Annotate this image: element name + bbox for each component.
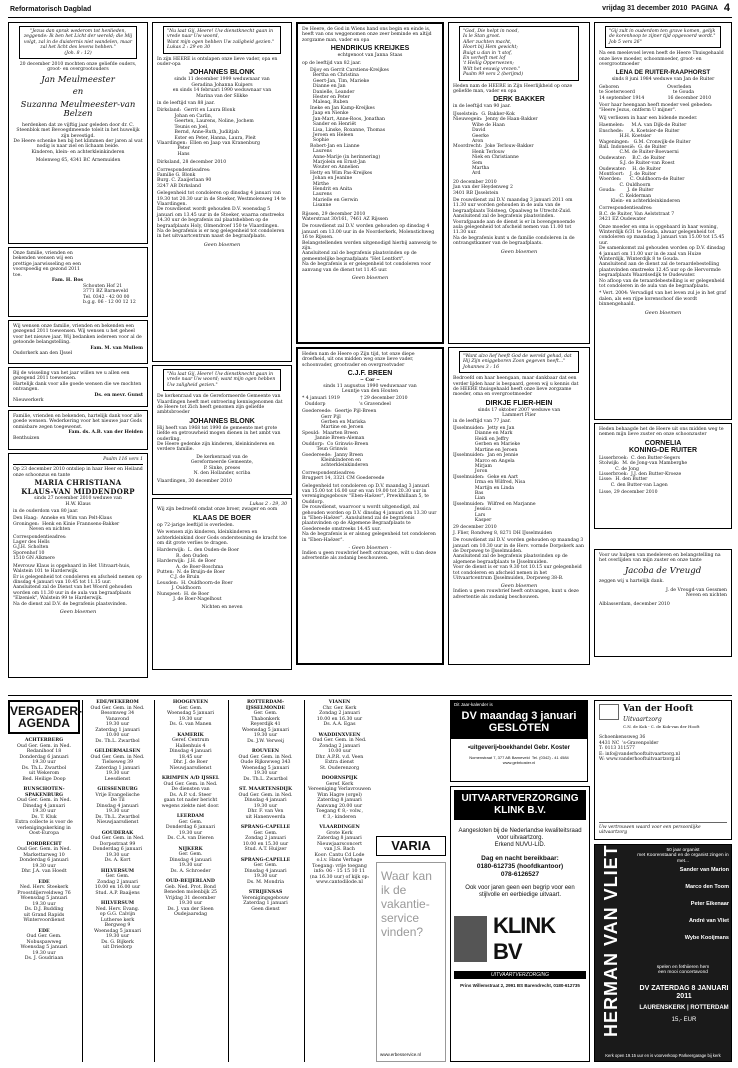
agenda-entry <box>8 787 80 837</box>
family-list: Harderwijk: L. den Ouden-de Boer R. den Ouden Harderwijk: J.H. de Boer A. de Boer-Boschma Putten: N. de Bruijn-de Boer C.J. de Bruin Leusden: H. Ouldhoorn-de Boer J. Ouldhoorn Nunspeet: H. de Boer J. de Boer-Nagelhout <box>157 548 239 603</box>
place-date: 29 december 2010 J. Flier, Rondweg 8, 8271 DH IJsselmuiden <box>453 525 553 536</box>
concert-extra: spelen en fethiieren hem een mooi concertavond <box>656 965 710 976</box>
place-date: Lisse, 29 december 2010 <box>599 490 658 496</box>
meeting-agenda-col4 <box>228 700 302 1062</box>
agenda-place: HOOGEVEEN <box>172 700 209 705</box>
concert-guest: Peter Eikenaar <box>690 901 729 907</box>
agenda-place: DOORNSPIJK <box>321 776 358 781</box>
birth-death-dates: * 4 januari 1919 † 29 december 2010 Ouddorp 's Gravendeel <box>302 396 408 407</box>
klink-logo-subtitle: UITVAARTVERZORGING <box>454 971 586 979</box>
agenda-place: HILVERSUM <box>100 901 135 906</box>
agenda-place: DORDRECHT <box>26 841 62 847</box>
announcement-intro: Op 23 december 2010 ontsliep in haar Heer en Heiland onze schoonzus en tante <box>13 467 145 478</box>
deceased-name: HENDRIKUS KREIJKES <box>330 45 410 53</box>
deceased-name: DIRKJE FLIER-HEIN <box>485 399 553 407</box>
deceased-subtitle: sinds 11 augustus 1990 weduwnaar van Leuntje van den Houten <box>323 383 417 395</box>
agenda-place: ROTTERDAM-IJSSELMONDE <box>245 700 286 711</box>
agenda-entry <box>157 814 224 842</box>
greeting-text: Bij de wisseling van het jaar willen we u allen een gezegend 2011 toewensen. Hartelijk dank voor alle goede wensen die we mochten ontvangen. <box>13 371 142 393</box>
agenda-details: Ger. Gem. Zondag 2 januari 10.00 en 15.30 uur Stud. A.T. Huijzer <box>242 830 289 852</box>
deceased-name: MARIA CHRISTIANA KLAUS-VAN MIDDENDORP <box>21 478 135 497</box>
agenda-place: KAMERIK <box>177 732 204 738</box>
family-list: Dijoy en Gerrit Carstiens-Kreijkes Bertha en Christina Geert-Jan, Tim, Marieke Dianne en Jan Danielle, Leander Hester en Peter Maleaq, Ruben Ineke en Jan Kamp-Kreijkes Jaap en Nienke Jan-Mart, Anne-Roos, Jonathan Sander en Henriët Lisa, Linske, Roxanne, Thomas Jeroen en Heleen Sophie Robert-Jan en Lianne Laurens Anne-Marije (in herinnering) Marjolein en Ernst-Jan Wouter en Annelien Hetty en Wim Pas-Kreijkes Johan en Jeanine Mirthe Hendrit en Anita Laurens Marielle en Gerwin Lisanne <box>310 68 389 209</box>
ad-mullem <box>8 320 148 364</box>
deceased-subtitle: sinds 8 juni 1984 weduwe van Jan de Ruiter <box>611 77 715 83</box>
ad-meulmeester <box>8 22 148 244</box>
agenda-details: Oud Ger. Gem. Nobuspawweg Woensdag 5 januari 19.30 uur Ds. J. Goudriaan <box>20 934 68 961</box>
agenda-details: Oud Ger. Gem. in Ned. Besomweg 34 Vanavond 19.30 uur Zaterdag 1 januari 10.00 uur Ds. Th.L. Zwartbol <box>90 705 145 744</box>
deceased-subtitle: sinds 11 december 1999 weduwnaar van Geradina Johanna Kuipers en sinds 14 februari 1990 weduwnaar van Marina van der Slikke <box>172 77 272 99</box>
funeral-details: Gelegenheid tot condoleren op D.V. maandag 3 januari van 15.00 tot 16.00 uur en van 19.00 tot 20.30 uur in verenigingsgebouw "Eben-Haëzer", Prewkhillaan 5, te Ouddorp. De rouwdienst, waarvoor u wordt uitgenodigd, zal gehouden worden op D.V. dinsdag 4 januari om 13.30 uur in "Eben-Haëzer". Aansluitend zal de begrafenis plaatsvinden op de Algemene Begraafplaats te Goedereede omstreeks 14.45 uur. Na de begrafenis is er alsnog gelegenheid tot condoleren in "Eben-Haëzer". <box>302 483 437 543</box>
agenda-entry <box>85 700 150 744</box>
deceased-name: DERK BAKKER <box>493 96 545 104</box>
family-list: Den Haag: Anneke en Wim van Pelt-Klaus Groningen: Henk en Kinie Frannsens-Bakker Neven en nichten <box>13 516 120 533</box>
agenda-entry <box>157 776 224 809</box>
klink-phone: Dag en nacht bereikbaar: 0180-612735 (hoofdkantoor) 078-6126527 <box>476 855 564 878</box>
agenda-entry <box>8 880 80 924</box>
agenda-details: Ger. Gem. Woensdag 5 januari 19.30 uur Ds. G. van Manen <box>166 705 215 727</box>
meeting-agenda-col3 <box>154 700 226 1062</box>
koster-top-label: Dit Jaar-kalender is <box>451 701 587 708</box>
organist-name: HERMAN VAN VLIET <box>601 844 621 1037</box>
signature: J. de Vreugd-van Gessmen Neven en nichten <box>665 587 727 599</box>
agenda-details: Verenigingsgebouw Zaterdag 1 januari Geen dienst <box>242 895 289 912</box>
greeting-text: Onze familie, vrienden en bekenden wensen wij een prettige jaarwisseling en een voorspoedig en gezond 2011 toe. <box>13 251 83 278</box>
ad-kerkenraad <box>152 365 292 495</box>
column-5 <box>594 22 732 672</box>
vacation-service-url: www.erbesservice.nl <box>380 1052 422 1057</box>
announcement-intro: Na een meelevoel leven heeft de Heere Thuisgehaald onze lieve moeder, schoonmoeder, groot- en overgrootmoeder <box>599 51 726 68</box>
agenda-entry <box>85 831 150 864</box>
agenda-entry <box>85 749 150 782</box>
header-date: vrijdag 31 december 2010 PAGINA <box>602 5 718 12</box>
agenda-place: VLAARDINGEN <box>319 825 360 830</box>
agenda-details: Ger. Gem. Thabonkerk Reyerdijk 41 Woensdag 5 januari 19.30 uur Ds. J.W. Verweij <box>241 711 290 744</box>
deceased-nickname: ~ Cor ~ <box>359 378 381 384</box>
agenda-place: STRIJENSAS <box>248 890 283 895</box>
mourning-card-note: Indien u geen rouwbrief heeft ontvangen, kunt u deze advertentie als zodanig beschouwen. <box>453 589 581 600</box>
no-flowers-note: Geen bloemen <box>203 241 241 248</box>
agenda-entry <box>307 700 372 728</box>
agenda-place: HILVERSUM <box>100 868 135 874</box>
ad-gunst <box>8 367 148 407</box>
place: Oudorkerk aan den IJssel <box>13 351 73 357</box>
signature: Fam. H. Bos <box>51 278 83 284</box>
agenda-details: Geb. Ned. Prot. Bond Beneden molenbijk 25 Vrijdag 31 december 19.30 uur Ds. J. van der Sleen Oudejaarsdag <box>163 884 218 917</box>
agenda-entry <box>231 858 300 886</box>
column-4 <box>448 22 590 672</box>
agenda-entry <box>157 847 224 875</box>
correspondence-address: Correspondentieadres: Brugpert 14, 3321 CM Goedereede <box>302 470 385 482</box>
announcement-intro: Heden behaagde het de Heere uit ons midden weg te nemen mijn lieve zuster en onze schoonzuster <box>599 427 726 438</box>
ad-kreijkes <box>296 22 444 344</box>
ad-klaus <box>8 453 148 678</box>
concert-guest: Sander van Marion <box>679 867 729 873</box>
agenda-details: Oud Ger. Gem. in Ned. Dinsdag 4 januari 19.30 uur Dhr. F. van Ven uit Hanenveerda <box>238 792 293 820</box>
concert-date: DV ZATERDAG 8 JANUARI 2011 <box>639 985 729 1000</box>
thanks-text: zeggen wij u hartelijk dank. <box>599 579 664 585</box>
announcement-intro: Heden nam de Heere op Zijn tijd, tot onze diepe droefheid, uit ons midden weg onze lieve vader, schoonvader, grootvader en overgrootvader <box>302 352 417 368</box>
no-flowers-note: Geen bloemen <box>500 248 538 255</box>
agenda-details: Oud Ger. Gem. in Ned. De diensten van Ds. A.P. v.d. Steer gaan tot nader bericht wegens ziekte niet door. <box>161 781 220 809</box>
agenda-entry <box>8 929 80 962</box>
funeral-details: Mevrouw Klaus is opgebaard in Het Uitvaart-huis, Walstein 101 te Harderwijk. Er is gelegenheid tot condoleren en afscheid nemen op dinsdag 4 januari van 10.45 tot 11.15 uur. Aansluitend zal de Dienst van het Woord gehouden worden om 11.30 uur in de aula van begraafplaats "Elzeniek", Walstein 99 te Harderwijk. Na de dienst zal D.V. de begrafenis plaatsvinden. <box>13 563 142 607</box>
bible-quote: "Want alzo lief heeft God de wereld gehad, dat Hij Zijn eniggeboren Zoon gegeven heeft..." Johannes 3 : 16 <box>459 351 579 373</box>
agenda-entry <box>85 787 150 826</box>
no-flowers-note: Geen bloemen <box>351 275 389 282</box>
newspaper-name: Reformatorisch Dagblad <box>10 6 92 13</box>
agenda-details: Geref. Centrum Hallenhuis 4 Dinsdag 4 januari 18.45 uur Dhr. J. de Boer Nieuwjaarsdienst <box>169 738 212 771</box>
bible-quote: "Nu laat Gij, Heere! Uw dienstknecht gaan in vrede naar Uw woord, Want mijn ogen hebben Uw zaligheid gezien." Lukas 2 : 29 en 30 <box>163 26 281 54</box>
agenda-place: BUNSCHOTEN-SPAKENBURG <box>23 787 65 798</box>
klink-ad <box>450 786 590 1062</box>
agenda-place: EDE <box>38 879 50 885</box>
koster-name: •uitgeverij•boekhandel Gebr. Koster <box>468 745 570 751</box>
announcement-intro: De Heere, de God in Wiens hand ons begin en einde is, heeft van ons weggenomen onze zeer beminde en altijd zorgzame man, vader en opa <box>302 27 434 43</box>
deceased-age: in de ouderdom van 80 jaar. <box>13 509 79 515</box>
no-flowers-note: Geen bloemen <box>500 583 538 590</box>
announcement-intro: In zijn HEERE is ontslapen onze lieve vader, opa en ouder-opa <box>157 56 279 68</box>
announcement-body: Voor haar heengaan heeft moeder veel gebeden: "Heere Jezus, ontferm U mijner". <box>599 103 714 114</box>
agenda-entry <box>157 733 224 772</box>
agenda-details: Grote Kerk Zaterdag 8 januari Nieuwjaarsconcert van J.S. Bach Koor: Cantu Cd Lode o.l.v. Hans Verhage Toegang: vrije toegang info: 06 - 15 15 10 11 (na 16.30 uur) of kijk op: www.cantodilode.nl <box>309 830 370 885</box>
van-der-hooft-slogan: Uw vertrouwen waard voor een persoonlijke uitvaartzorg <box>599 822 727 835</box>
klink-photo <box>454 916 487 962</box>
agenda-details: Geref. Kerk Vereeniging Verlavrouwen Wim Hagre (orgel) Zaterdag 8 januari Aanvang 20.00 uur Toegang € 8,- volw., € 3,- kinderen <box>308 781 371 820</box>
correspondence-address: Correspondentieadres: B.C. de Ruiter, Van Aelststraat 7 3421 EZ Oudewater <box>599 206 675 223</box>
concert-footer: Kerk open 19.15 uur en is voorverkoop Parkeergarage bij kerk <box>605 1053 721 1058</box>
address: Schouten Hof 21 3771 BZ Barneveld Tel. 0342 - 42 00 00 b.g.g. 06 - 12 00 12 12 <box>83 284 136 306</box>
deceased-name: JOHANNES BLONK <box>189 417 255 425</box>
deceased-age: in de leeftijd van 77 jaar. <box>453 418 511 424</box>
ad-bakker <box>448 22 590 344</box>
agenda-place: EDE/WEKEROM <box>96 700 139 705</box>
agenda-place: OUD-BEIJERLAND <box>166 879 215 884</box>
deceased-subtitle: sinds 27 november 2010 weduwe van H.W. Klaus <box>34 496 122 507</box>
koster-ad <box>450 700 588 782</box>
van-der-hooft-tag: Uitvaartzorg <box>623 716 662 723</box>
ad-bos <box>8 247 148 317</box>
funeral-details: Gelegenheid tot condoleren op dinsdag 4 januari van 19.30 tot 20.30 uur in de Stoeker, Westmolenweg 14 te Vlaardingen. De rouwdienst wordt gehouden D.V. woensdag 5 januari om 13.45 uur in de Stoeker, waarna omstreeks 14.30 uur de begrafenis zal plaatshebben op de begraafplaats Holy, Olmendroef 150 te Vlaardingen. Na de begrafenis is er nog gelegenheid tot condoleren in het uitvaartcentrum naast de begraafplaats. <box>157 191 286 240</box>
agenda-entry <box>231 787 300 820</box>
klink-address: Prins Willemstraat 2, 2991 BS Barendrecht, 0180-612735 <box>460 983 580 988</box>
agenda-entry <box>85 869 150 897</box>
family-list: Goedereede: Geertje Pijl-Breen Gerr Pijl Gerben en Mariska Martine en Jeroen Speuld: Maarten Breen Jannie Breen-Aleman Ouddorp: Co Grinwis-Breen Teun Grinwis Goedereede: Janny Breen Kleinkinderen en achterkleinkinderen <box>302 409 377 469</box>
bible-quote: "Jezus dan sprak wederom tot henlieden, zeggende: Ik ben het Licht der wereld; die Mij volgt, zal in de duisternis niet wandelen, maar zal het licht des levens hebben." (Joh. 8 : 12) <box>19 26 137 59</box>
agenda-place: ST. MAARTENSDIJK <box>238 787 293 792</box>
agenda-details: Ger. Gem. Dinsdag 4 januari 19.30 uur Ds. M. Mondria <box>244 863 287 885</box>
signature: De kerkenraad van de Gereformeerde Gemeente, P. Sinke, preses N. den Hollander, scriba <box>190 454 254 477</box>
concert-price: 15,- EUR <box>671 1017 697 1023</box>
agenda-entry <box>231 749 300 782</box>
deceased-subtitle: sinds 17 oktober 2007 weduwe van Lammert Flier <box>477 407 561 419</box>
announcement-intro: Bedroefd om haar heengaan, maar dankbaar dat een verder lijden haar is bespaard, geven wij u kennis dat de HEERE thuisgehaald heeft onze lieve zorgzame moeder, oma en overgrootmoeder <box>453 376 580 398</box>
funeral-details: Onze moeder en oma is opgebaard in haar woning, Winterdijk 6/31 te Gouda, alwaar gelegenheid tot condoleren op maandag 3 januari van 15.00 tot 15.45 uur. De samenkomst zal gehouden worden op D.V. dinsdag 4 januari om 11.00 uur in de zaal van Huize Winterdijk, Winterdijk 8 te Gouda. Aansluitend aan de dienst zal de teraardebestelling plaatsvinden omstreeks 12.45 uur op de Hervormde begraafplaats Waardsedijk te Oudewater. No afloop van de teraardebestelling is er gelegenheid tot condoleren in de aula van de begraafplaats. <box>599 224 725 290</box>
family-list: Dirksland: Gerrit en Laura Blonk Johan en Carlin, Geerten, Laurens, Noline, Jochem Teunis en Joel, Bernd, Anne-Ruth, Judiitjah Ester en Peter, Hanna, Laura, Pleit Vlaardingen: Ellen en Jaap van Kranenburg Peter Hans <box>157 108 260 157</box>
agenda-details: Oud Ger. Gem. in Ned. Dinsdag 4 januari 19.30 uur Ds. T. Kluk Extra collecte is voor de verlenigingskerking in Oost-Europa <box>15 798 73 836</box>
deceased-age: op de leeftijd van 82 jaar. <box>302 60 362 66</box>
agenda-entry <box>157 700 224 728</box>
funeral-details: De rouwdienst zal D.V. worden gehouden op maandag 3 januari om 10.30 uur in de Herv. vormde Dorpskerk aan de Dorpsweg te IJsselmuiden. Aansluitend zal de begrafenis plaatsvinden op de algemene begraafplaats te IJsselmuiden. Voor de dienst is er van 9.30 tot 10.15 uur gelegenheid tot condoleren en afscheid nemen in het Uitvaartcentrum IJsselmuiden, Dorpsweg 38-B. <box>453 538 584 582</box>
ad-de-ruiter <box>594 22 732 420</box>
deceased-subtitle: echtgenoot van Janna Staas <box>337 53 403 59</box>
agenda-place: EDE <box>38 928 50 934</box>
agenda-entry <box>307 825 372 886</box>
deceased-age: in de leeftijd van 90 jaar. <box>453 104 511 110</box>
announcement-text: 20 december 2010 mochten onze geliefde ouders, groot- en overgrootouders <box>19 62 138 73</box>
place-date: 20 december 2010 Jan van der Heydenweg 2 3401 RB IJsselstein <box>453 179 513 196</box>
van-der-hooft-logo-icon <box>599 704 619 720</box>
ad-heiden <box>8 410 148 450</box>
place: Benthuizen <box>13 435 40 441</box>
ad-blonk <box>152 22 292 362</box>
agenda-details: Oud Ger. Gem. in Ned. Zondag 2 januari 10.00 uur Dhr. A.P.R. v.d. Veen Extra dienst St. Ouderenzorg <box>312 738 367 771</box>
vacation-service-ad <box>376 862 446 1062</box>
greeting-text: Familie, vrienden en bekenden, hartelijk dank voor alle goede wensen. Wederkering voor het nieuwe jaar Gods onmisbare zegen toegewenst. <box>13 414 144 430</box>
column-2 <box>152 22 292 672</box>
announcement-body: Wij verliezen in haar een bidende moeder. <box>599 115 698 121</box>
agenda-details: Chr. Ger. Kerk Zondag 2 januari 10.00 en 16.30 uur Ds. A.A. Egas <box>316 705 363 727</box>
relatives-note: Nichten en neven <box>201 604 243 610</box>
person-name: Suzanna Meulmeester-van Belzen <box>20 99 136 120</box>
announcement-body: herdenken dat ze vijftig jaar geleden door dr. C. Steenblok met Bevoegdmeende toleit in het huwelijk zijn bevestigd. De Heere schenke hen bij het klimmen der jaren al wat nodig is naar ziel en lichaam beide. Kinderen, klein- en achterkleinkinderen <box>13 122 143 155</box>
agenda-place: LEERDAM <box>176 814 205 819</box>
no-flowers-note: - Geen bloemen - <box>348 545 392 551</box>
column-1 <box>8 22 148 672</box>
concert-guest: Wybe Kooijmans <box>684 935 729 941</box>
agenda-entry <box>231 825 300 853</box>
klink-slogan: Ook voor jaren geen een begrip voor een stijlvolle en eerbiedige uitvaart. <box>465 885 577 898</box>
correspondence-address: Correspondentieadres: Lager des Hells G.J.H. Scholten Sporenhof 10 1510 GN Alkmere <box>13 534 67 562</box>
column-3 <box>296 22 444 672</box>
conjunction: en <box>72 87 84 98</box>
thanks-text: Voor uw hulpen van medeleven en belangstelling na het overlijden van mijn zuster en onze tante <box>599 553 723 564</box>
agenda-details: Vrije Evangelische De Til Dinsdag 4 januari 19.30 uur Ds. Th.L. Zwartbol Nieuwjaarsdienst <box>95 792 140 825</box>
ad-koning <box>594 423 732 529</box>
funeral-details: De rouwdienst zal D.V. worden gehouden op dinsdag 4 januari om 13.00 uur in de Noorderkerk, Molenstichweg 16 te Rijssen. Belangstellenden worden uitgenodigd hierbij aanwezig te zijn. Aansluitend zal de begrafenis plaatsvinden op de gemeentelijke begraafplaats "Het Lentfort". Na de begrafenis is er gelegenheid tot condoleren voor aanvang van de dienst tot 11.45 uur. <box>302 224 437 273</box>
family-list: Lisserbroek: C. den Butter-Segers Stolwijk: M. de Jong-van Mamberghe C. de Jong Lisserbroek: J.J. den Butter-Kroeze Lisse: H. den Butter C. den Butter-van Lagen <box>599 455 688 488</box>
agenda-entry <box>307 733 372 772</box>
person-name: Jacoba de Vreugd <box>624 565 702 576</box>
place: Nieuwerkerk <box>13 398 44 404</box>
deceased-age: op 72-jarige leeftijd is overleden. <box>157 522 235 528</box>
vacation-service-text: Waar kan ik de vakantie-service vinden? <box>381 869 432 939</box>
address: Molenweg 65, 4341 BC Arnemuiden <box>35 158 121 164</box>
agenda-place: NIJKERK <box>178 846 203 852</box>
agenda-place: SPRANG-CAPELLE <box>240 825 291 830</box>
announcement-intro: Wij zijn bedroefd omdat onze broer, zwager en oom <box>157 507 278 513</box>
agenda-details: Oud Ger. Gem. in Ned. Dorpsstraat 99 Donderdag 6 januari 19.30 uur Ds. A. Kort <box>90 836 145 863</box>
agenda-details: Oud Ger. Gem. in Ned. Markettarweg 10 Donderdag 6 januari 19.30 uur Dhr. J.A. van Hoedt <box>17 847 71 874</box>
concert-guest-list <box>637 867 729 952</box>
ad-de-boer <box>152 498 292 670</box>
page-number: 4 <box>723 2 730 14</box>
agenda-details: Oud Ger. Gem. in Ned. Tielseweg 39 Zaterdag 1 januari 19.30 uur Leesdienst <box>90 754 145 782</box>
ad-flier <box>448 347 590 665</box>
place-date: Vlaardingen, 30 december 2010 <box>157 478 232 484</box>
person-name: Jan Meulmeester <box>41 74 115 85</box>
varia-heading: VARIA <box>376 836 446 856</box>
bible-ref: Lukas 2 : 29, 30 <box>249 502 287 507</box>
deceased-age: in de leeftijd van 88 jaar. <box>157 101 215 107</box>
family-list: IJsselstein: G. Bakker-Kok Nieuwegein: Jenny de Haan-Bakker Wibe de Haan David Geerke Aron Moordrecht: Joke Terlouw-Bakker Henk Terlouw Niek en Christianne Sem Martha Ard <box>453 111 538 177</box>
concert-guest: Marco den Toom <box>685 884 729 890</box>
van-der-hooft-subtitle: C.N. de Kok - C. de Kok-van der Hooft <box>623 724 700 729</box>
deceased-name: JOHANNES BLONK <box>189 69 255 77</box>
agenda-details: Ger. Gem. Donderdag 6 januari 19.30 uur Ds. C.A. van Dieren <box>165 819 216 841</box>
announcement-body: We wensen zijn kinderen, kleinkinderen en achterkleinkind door Gods ondersteuning de kracht toe om dit grote verlies te dragen. <box>157 530 289 547</box>
agenda-details: Oud Ger. Gem. in Ned. Redanihoof 18 Donderdag 6 januari 19.30 uur Ds. Th.L. Zwartbol uit Wekerom Bed. Heilige Doop <box>17 743 71 782</box>
agenda-entry <box>231 700 300 744</box>
agenda-place: GELDERMALSEN <box>94 749 141 754</box>
agenda-entry <box>307 776 372 820</box>
agenda-place: KRIMPEN A/D IJSSEL <box>161 776 220 781</box>
agenda-place: VIANEN <box>328 700 351 705</box>
agenda-details: Ned. Herv. Evang. op G.G. Calvijn Lutherse kerk Bergweg 9 Woensdag 5 januari 19.30 uur Ds. G. Bijkerk uit Driedorp <box>93 906 142 950</box>
agenda-place: SPRANG-CAPELLE <box>240 857 291 863</box>
no-flowers-note: Geen bloemen <box>59 608 97 615</box>
deceased-name: CORNELIA KONING-DE RUITER <box>628 439 698 454</box>
announcement-intro: Heden nam de HEERE in Zijn Heerlijkheid op onze geliefde man, vader en opa <box>453 83 574 95</box>
signature: Fam. M. van Mullem <box>90 345 143 351</box>
translation-note: * Vert. 2004: Vervadigd van het leven zul je in het graf dalen, als een rijpe korenschoof die wordt binnengehaald. <box>599 291 728 308</box>
announcement-intro: De kerkenraad van de Gereformeerde Gemeente van Vlaardingen heeft met ontroering kennisgenomen dat de Heere tot Zich heeft genomen zijn geliefde ambtsbroeder <box>157 394 285 416</box>
meeting-agenda-col1 <box>8 700 83 1062</box>
family-list: IJsselmuiden: Jetty en Jan Dianne en Mark Heidi en Jeffry Gerben en Marieke Martine en Jeroen IJsselmuiden: Jan en Jennie Marco en Angela Mirjam Joron IJsselmuiden: Geke en Aart Irma en Wilfred, Nisa Martijn en Linda Bas Lian IJsselmuiden: Wilfred en Marjanne Jessica Lars Kasper <box>453 426 536 523</box>
deceased-name: KLAAS DE BOER <box>193 514 251 522</box>
agenda-entry <box>231 890 300 912</box>
deceased-name: LENA DE RUITER-RAAPHORST <box>615 69 711 77</box>
birth-death-dates: Geboren Overleden te Soeterwoerd te Gouda 14 september 1914 16 december 2010 <box>599 84 712 101</box>
place-date: Dirksland, 28 december 2010 <box>157 160 227 166</box>
concert-venue: LAURENSKERK | ROTTERDAM <box>639 1005 729 1011</box>
agenda-details: Ger. Gem. Dinsdag 4 januari 19.30 uur Ds. A. Schroeder <box>169 852 212 874</box>
signature: Fam. ds. A.B. van der Heiden <box>68 430 143 436</box>
announcement-body: Hij heeft van 1968 tot 1990 de gemeente met grote liefde en getrouwheid mogen dienen in het ambt van ouderling. De Heere gedenke zijn kinderen, kleinkinderen en verdere familie. <box>157 425 281 453</box>
place-date: Rijssen, 29 december 2010 Waterstraat 30/161, 7461 AZ Rijssen <box>302 211 388 222</box>
van-der-hooft-ad <box>594 700 732 840</box>
correspondence-address: Correspondentieadres: Familie G. Blonk Burg. C. Zaaijerlaan 90 3247 AB Dirksland <box>157 167 212 189</box>
agenda-details: Oud Ger. Gem. in Ned. Oude Rijkswweg 343 Woensdag 5 januari 19.30 uur Ds. Th.L. Zwartbol <box>238 754 293 782</box>
no-flowers-note: Geen bloemen <box>644 309 682 316</box>
agenda-place: ACHTERBERG <box>24 738 64 743</box>
agenda-place: ROUVEEN <box>251 749 280 754</box>
van-der-hooft-address: Schoenkenssweg 36 4431 NC 's-Gravenpolder T: 0113 311577 E: info@vanderhooftuitvaartzorg.nl W: www.vanderhooftuitvaartzorg.nl <box>599 735 681 763</box>
agenda-place: GIESSENBURG <box>97 787 138 792</box>
agenda-details: Ned. Herv. Steekerk Proostdijerveldweg 76 Woensdag 5 januari 19.30 uur Ds. D.J. Budding uit Grand Rapids Wintervoordienst <box>17 885 71 923</box>
place-date: Alblasserdam, december 2010 <box>599 601 670 607</box>
koster-closed-notice: DV maandag 3 januari GESLOTEN <box>451 708 587 739</box>
page-header <box>8 2 732 18</box>
agenda-entry <box>8 842 80 875</box>
concert-guest: André van Vliet <box>688 918 729 924</box>
klink-affiliation: Aangesloten bij de Nederlandse kwaliteitsraad voor uitvaartzorg. Erkend NUVU-LID. <box>458 828 582 848</box>
bible-quote: "Gij zult in ouderdom ten grave komen, gelijk de korenhoop te zijner tijd opgevoerd wordt." Job 5 vers 26" <box>605 26 721 48</box>
agenda-entry <box>157 879 224 918</box>
agenda-place: GOUDERAK <box>101 830 134 836</box>
ad-de-vreugd <box>594 549 732 657</box>
klink-title: UITVAARTVERZORGING KLINK B.V. <box>454 790 586 820</box>
divider <box>13 464 143 465</box>
meeting-agenda-col5 <box>304 700 374 1062</box>
concert-ad <box>594 844 732 1062</box>
funeral-details: De rouwdienst zal D.V. maandag 3 januari 2011 om 11.30 uur worden gehouden in de aula van de begraafplaats Tolsteeg, Opaalweg te Utrecht-Zuid. Aansluitend zal de begrafenis plaatsvinden. Voorafgaande aan de dienst is er in bovengenoemde aula gelegenheid tot afscheid nemen van 11.00 tot 11.30 uur. Na de begrafenis kunt u de familie condoleren in de ontvangstkamer van de begraafplaats. <box>453 197 575 247</box>
van-der-hooft-name: Van der Hooft <box>623 704 694 714</box>
klink-logo: KLINK BV <box>492 913 556 964</box>
agenda-entry <box>8 738 80 782</box>
deceased-name: C.J.F. BREEN <box>347 370 393 378</box>
mourning-card-note: Indien u geen rouwbrief heeft ontvangen, wilt u dan deze advertentie als zodanig beschouwen. <box>302 551 438 562</box>
agenda-entry <box>85 901 150 951</box>
section-divider <box>8 695 732 696</box>
family-list: Haemelen: M.A. van Dijk-de Ruiter Enschede: A. Koetsier-de Ruiter H.H. Koetsier Wageningen: G.M. Cronwijk-de Ruiter Ball. Indonesië: G. de Ruiter C.M. de Ruiter-Boevaerni Oudewater: B.C. de Ruiter S.J. de Ruiter-van Roest Oudewater: H. de Ruiter Montfoort: J. de Ruiter Woerden: C. Ouldhoorn-de Ruiter C. Ouldhoorn Gouda: J. de Ruiter C. Kelderman Klein- en achterkleinkinderen <box>599 123 691 204</box>
meeting-agenda-col2 <box>82 700 152 1062</box>
psalm-quote: "God, Die helpt in nood, Is le Stan groot. Aller zuchten macht, Hoort bij Hem gewicht; Buigt u dan in 't stof, En verheft met lof 't Heilig Opperwezen; Wilt het eeuwig vrezen." Psalm 99 vers 2 (berijmd) <box>459 26 579 81</box>
agenda-place: WADDINXVEEN <box>318 732 361 738</box>
agenda-details: Ger. Gem. Zondag 2 januari 10.00 en 16.00 uur Stud. A.P. Baaijens <box>94 874 141 896</box>
signature: Ds. en mevr. Gunst <box>94 392 143 398</box>
psalm-ref: Psalm 116 vers 1 <box>103 457 143 462</box>
agenda-title: VERGADER- AGENDA <box>8 700 80 734</box>
ad-breen <box>296 347 444 665</box>
greeting-text: Wij wensen onze familie, vrienden en bekenden een gezegend 2011 toewensen. Wij wensen u het geheel voor het nieuwe jaar. Wij bedanken iedereen voor al de getoonde belangstelling. <box>13 324 144 346</box>
concert-intro: 50 jaar organist met Koorenstaand en de organist zingen in met... <box>637 848 729 864</box>
bible-quote: "Nu laat Gij, Heere! Uw dienstknecht gaan in vrede naar Uw woord; want mijn ogen hebben Uw zaligheid gezien." <box>163 369 281 391</box>
koster-address: Nomenstraat 7, 377 AB Barneveld Tel. (0342) - 41 4584 www.gebrkoster.nl <box>469 755 569 766</box>
